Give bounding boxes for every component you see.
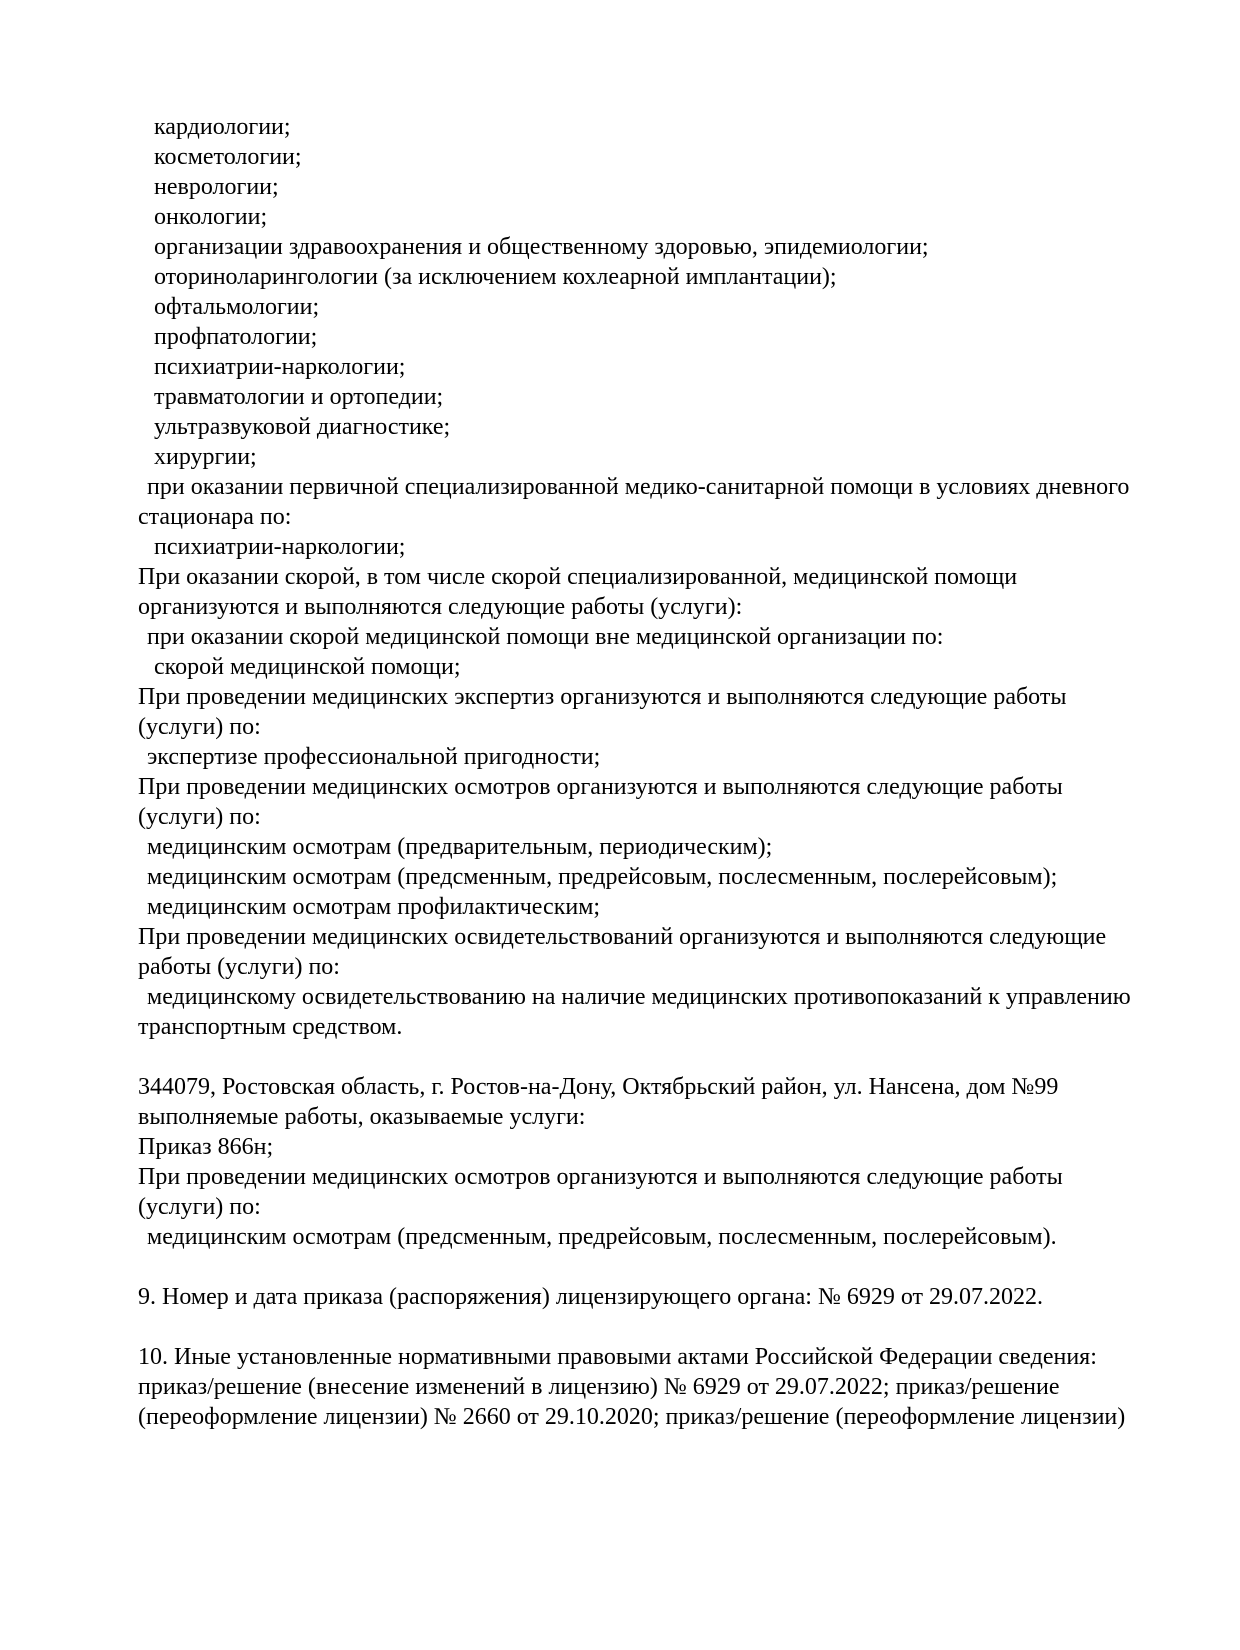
- text-line: 344079, Ростовская область, г. Ростов-на-Дону, Октябрьский район, ул. Нансена, дом №99: [138, 1074, 1059, 1100]
- text-line: при оказании скорой медицинской помощи вне медицинской организации по:: [147, 624, 944, 650]
- text-line: организуются и выполняются следующие работы (услуги):: [138, 594, 743, 620]
- text-line: онкологии;: [154, 204, 268, 230]
- text-line: при оказании первичной специализированной медико-санитарной помощи в условиях дневного: [147, 474, 1130, 500]
- text-line: (переоформление лицензии) № 2660 от 29.10.2020; приказ/решение (переоформление лицензии): [138, 1404, 1126, 1430]
- text-line: кардиологии;: [154, 114, 291, 140]
- text-line: работы (услуги) по:: [138, 954, 340, 980]
- text-line: экспертизе профессиональной пригодности;: [147, 744, 601, 770]
- text-line: офтальмологии;: [154, 294, 320, 320]
- text-line: (услуги) по:: [138, 1194, 261, 1220]
- text-line: При оказании скорой, в том числе скорой специализированной, медицинской помощи: [138, 564, 1018, 590]
- text-line: При проведении медицинских осмотров организуются и выполняются следующие работы: [138, 774, 1063, 800]
- text-line: косметологии;: [154, 144, 302, 170]
- text-line: медицинским осмотрам профилактическим;: [147, 894, 601, 920]
- blank-line: [138, 1312, 1220, 1342]
- text-line: ультразвуковой диагностике;: [154, 414, 451, 440]
- text-line: При проведении медицинских освидетельствований организуются и выполняются следующие: [138, 924, 1107, 950]
- text-line: медицинским осмотрам (предсменным, предрейсовым, послесменным, послерейсовым);: [147, 864, 1058, 890]
- text-line: профпатологии;: [154, 324, 318, 350]
- text-line: (услуги) по:: [138, 804, 261, 830]
- text-line: медицинским осмотрам (предварительным, периодическим);: [147, 834, 773, 860]
- text-line: организации здравоохранения и общественному здоровью, эпидемиологии;: [154, 234, 929, 260]
- text-line: хирургии;: [154, 444, 257, 470]
- text-line: оториноларингологии (за исключением кохлеарной имплантации);: [154, 264, 837, 290]
- text-line: выполняемые работы, оказываемые услуги:: [138, 1104, 586, 1130]
- text-line: стационара по:: [138, 504, 292, 530]
- text-line: приказ/решение (внесение изменений в лицензию) № 6929 от 29.07.2022; приказ/решение: [138, 1374, 1060, 1400]
- text-line: (услуги) по:: [138, 714, 261, 740]
- text-line: скорой медицинской помощи;: [154, 654, 461, 680]
- blank-line: [138, 1042, 1220, 1072]
- text-line: травматологии и ортопедии;: [154, 384, 444, 410]
- text-line: 10. Иные установленные нормативными правовыми актами Российской Федерации сведения:: [138, 1344, 1097, 1370]
- text-line: неврологии;: [154, 174, 279, 200]
- text-line: психиатрии-наркологии;: [154, 354, 406, 380]
- text-line: транспортным средством.: [138, 1014, 403, 1040]
- text-line: При проведении медицинских экспертиз организуются и выполняются следующие работы: [138, 684, 1067, 710]
- text-line: медицинским осмотрам (предсменным, предрейсовым, послесменным, послерейсовым).: [147, 1224, 1057, 1250]
- text-line: При проведении медицинских осмотров организуются и выполняются следующие работы: [138, 1164, 1063, 1190]
- text-line: 9. Номер и дата приказа (распоряжения) лицензирующего органа: № 6929 от 29.07.2022.: [138, 1284, 1044, 1310]
- blank-line: [138, 1252, 1220, 1282]
- text-line: психиатрии-наркологии;: [154, 534, 406, 560]
- text-line: медицинскому освидетельствованию на наличие медицинских противопоказаний к управлению: [147, 984, 1131, 1010]
- text-line: Приказ 866н;: [138, 1134, 274, 1160]
